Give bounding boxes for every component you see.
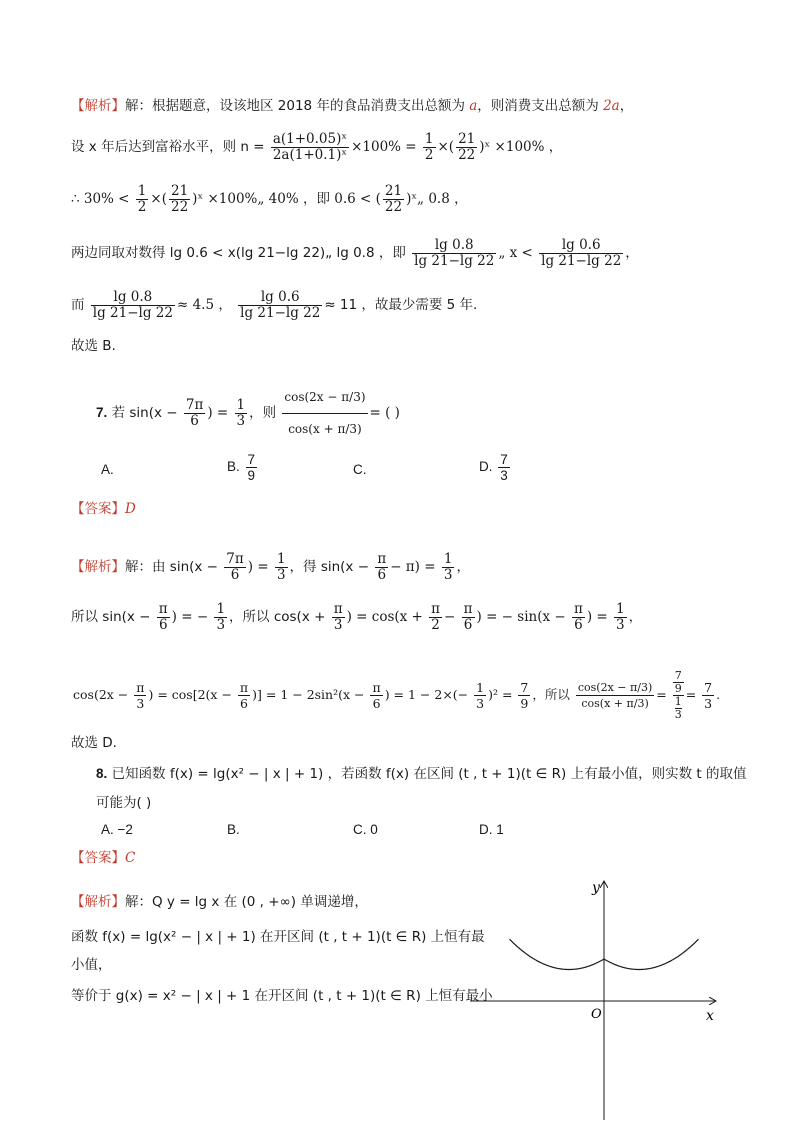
origin-label: O <box>591 1007 602 1022</box>
q8-sol-line1: 【解析】解：Q y = lg x 在 (0 , +∞) 单调递增， <box>71 894 368 910</box>
fraction: $\frac{7\pi}{6}$ <box>185 397 204 429</box>
fraction: $\frac{\lg 0.6}{\lg 21-\lg 22}$ <box>541 237 622 269</box>
q8-answer: 【答案】C <box>71 850 136 866</box>
sol6-line1: 【解析】解：根据题意，设该地区 2018 年的食品消费支出总额为 a，则消费支出总额为 2a， <box>71 98 634 114</box>
fraction: $\frac{\lg 0.8}{\lg 21-\lg 22}$ <box>414 237 495 269</box>
fraction: $\frac{7}{3}$ <box>500 452 508 483</box>
q7-answer: 【答案】D <box>71 501 136 517</box>
q8-sol-line4: 等价于 g(x) = x² − | x | + 1 在开区间 (t , t + 1)(t ∈ R) 上恒有最小 <box>71 988 493 1004</box>
fraction: $\frac{\pi}{3}$ <box>136 680 145 711</box>
fraction: $\frac{1}{3}$ <box>216 601 226 633</box>
fraction: $\frac{1}{3}$ <box>276 551 286 583</box>
answer-tag: 【答案】 <box>71 501 125 517</box>
fraction: $\frac{\pi}{3}$ <box>333 601 343 633</box>
y-axis-label: y <box>592 880 600 896</box>
q7-choose: 故选 D. <box>71 735 117 751</box>
fraction: $\frac{21}{22}$ <box>384 183 403 215</box>
q8-option-c[interactable]: C. 0 <box>353 822 378 837</box>
analysis-tag: 【解析】 <box>71 559 125 575</box>
q7-option-d[interactable]: D. $\frac{7}{3}$ <box>479 452 508 483</box>
fraction: $\frac{1}{3}$ <box>476 680 485 711</box>
q8-stem-line2: 可能为( ) <box>96 795 152 811</box>
fraction: $\frac{\text{a(1+0.05)ˣ}}{\text{2a(1+0.1)ˣ}}$ <box>272 131 348 163</box>
x-axis-label: x <box>706 1008 714 1024</box>
analysis-tag: 【解析】 <box>71 894 125 910</box>
sol6-choose: 故选 B. <box>71 338 116 354</box>
fraction: $\frac{7}{9}$ <box>520 680 529 711</box>
q8-option-a[interactable]: A. −2 <box>101 822 133 837</box>
fraction: $\frac{7\pi}{6}$ <box>226 551 244 583</box>
q7-option-b[interactable]: B. $\frac{7}{9}$ <box>227 452 256 483</box>
sol6-line4: 两边同取对数得 lg 0.6 < x(lg 21−lg 22)„ lg 0.8 ，即 $\frac{\lg 0.8}{\lg 21-\lg 22}$ „ x < $\frac{\lg 0.6}{\lg 21-\lg 22}$ ， <box>71 237 639 269</box>
fraction: $\frac{\cos(2x - \pi/3)}{\cos(x + \pi/3)}$ <box>577 681 653 710</box>
fraction: $\frac{\pi}{6}$ <box>372 680 381 711</box>
sol6-line2: 设 x 年后达到富裕水平，则 n = $\frac{\text{a(1+0.05)ˣ}}{\text{2a(1+0.1)ˣ}}$ ×100% = $\frac{1}{2}$ ×( $\frac{21}{22}$ )ˣ ×100% ， <box>71 131 563 163</box>
fraction: $\frac{\pi}{2}$ <box>431 601 441 633</box>
q7-option-a[interactable]: A. <box>101 462 114 477</box>
question-number: 8. <box>96 766 108 781</box>
function-graph <box>460 870 760 1123</box>
q8-stem-line1: 8. 已知函数 f(x) = lg(x² − | x | + 1) ，若函数 f(x) 在区间 (t , t + 1)(t ∈ R) 上有最小值，则实数 t 的取值 <box>96 766 747 782</box>
fraction: $\frac{7}{3}$ <box>704 680 713 711</box>
fraction: $\frac{1}{3}$ <box>616 601 625 633</box>
q7-sol-line2: 所以 sin(x − $\frac{\pi}{6}$ ) = − $\frac{1}{3}$ ，所以 cos(x + $\frac{\pi}{3}$ ) = cos(x + $\frac{\pi}{2}$ − $\frac{\pi}{6}$ ) = − sin(x − $\frac{\pi}{6}$ ) = $\frac{1}{3}$ ， <box>71 601 643 633</box>
answer-tag: 【答案】 <box>71 850 125 866</box>
q8-option-d[interactable]: D. 1 <box>479 822 504 837</box>
fraction: $\frac{21}{22}$ <box>170 183 189 215</box>
fraction: $\frac{\pi}{6}$ <box>463 601 473 633</box>
q8-sol-line2: 函数 f(x) = lg(x² − | x | + 1) 在开区间 (t , t + 1)(t ∈ R) 上恒有最 <box>71 929 485 945</box>
fraction: $\frac{1}{3}$ <box>236 397 246 429</box>
fraction: $\frac{21}{22}$ <box>458 131 476 163</box>
fraction: $\frac{7}{9}$ <box>247 452 256 483</box>
fraction: $\frac{\pi}{6}$ <box>239 680 249 711</box>
fraction: $\frac{\pi}{6}$ <box>377 551 387 583</box>
sol6-line3: ∴ 30% < $\frac{1}{2}$ ×( $\frac{21}{22}$ )ˣ ×100%„ 40% ，即 0.6 < ( $\frac{21}{22}$ )ˣ„ 0.8 ， <box>71 183 468 215</box>
q7-option-c[interactable]: C. <box>353 462 367 477</box>
fraction: $\frac{\lg 0.6}{\lg 21-\lg 22}$ <box>240 289 321 321</box>
fraction: $\frac{\pi}{6}$ <box>574 601 583 633</box>
fraction: $\frac{1}{3}$ <box>443 551 453 583</box>
fraction: $\frac{\lg 0.8}{\lg 21-\lg 22}$ <box>92 289 173 321</box>
q8-option-b[interactable]: B. <box>227 822 240 837</box>
fraction: $\frac{1}{2}$ <box>424 131 434 163</box>
compound-fraction: 7 9 1 3 <box>674 669 682 721</box>
sol6-line5: 而 $\frac{\lg 0.8}{\lg 21-\lg 22}$ ≈ 4.5 ， $\frac{\lg 0.6}{\lg 21-\lg 22}$ ≈ 11 ，故最少需要 5 年. <box>71 289 478 321</box>
fraction: $\frac{1}{2}$ <box>137 183 147 215</box>
question-number: 7. <box>96 405 108 420</box>
q7-stem: 7. 若 sin(x − $\frac{7\pi}{6}$ ) = $\frac{1}{3}$ ，则 $\frac{\cos(2x - \pi/3)}{\cos(x + \pi/3)}$ = ( ) <box>96 390 400 436</box>
q7-sol-line3: cos(2x − $\frac{\pi}{3}$ ) = cos[2(x − $\frac{\pi}{6}$ )] = 1 − 2sin²(x − $\frac{\pi}{6}$ ) = 1 − 2×(− $\frac{1}{3}$ )² = $\frac{7}{9}$ ，所以 $\frac{\cos(2x - \pi/3)}{\cos(x + \pi/3)}$ = 7 9 1 3 = $\frac{7}{3}$ . <box>73 669 721 721</box>
q8-sol-line3: 小值， <box>71 957 112 973</box>
fraction: $\frac{\pi}{6}$ <box>158 601 168 633</box>
q7-sol-line1: 【解析】解：由 sin(x − $\frac{7\pi}{6}$ ) = $\frac{1}{3}$ ，得 sin(x − $\frac{\pi}{6}$ − π) = $\frac{1}{3}$ ， <box>71 551 470 583</box>
fraction: $\frac{\cos(2x - \pi/3)}{\cos(x + \pi/3)}$ <box>284 390 366 436</box>
analysis-tag: 【解析】 <box>71 98 125 114</box>
